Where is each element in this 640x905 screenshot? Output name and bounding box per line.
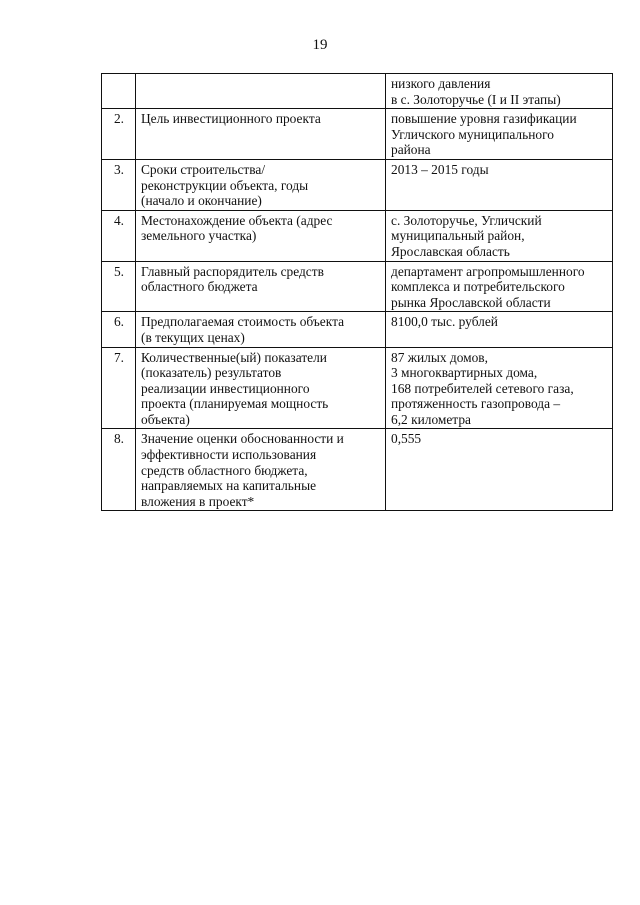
table-row — [102, 312, 613, 347]
row-name — [136, 210, 386, 261]
row-name-line: (показатель) результатов — [141, 365, 282, 381]
row-number: 8. — [102, 429, 136, 511]
row-number: 2. — [102, 109, 136, 160]
row-name-line: Местонахождение объекта (адрес — [141, 212, 333, 228]
table-row — [102, 74, 613, 109]
row-value-line: 0,555 — [391, 431, 422, 447]
row-value — [386, 261, 613, 312]
row-name-line: Главный распорядитель средств — [141, 263, 324, 279]
row-name-line: проекта (планируемая мощность — [141, 396, 329, 412]
row-value — [386, 347, 613, 429]
table-row — [102, 261, 613, 312]
row-value-line: района — [391, 142, 431, 158]
row-value — [386, 210, 613, 261]
row-name — [136, 109, 386, 160]
row-value-line: 8100,0 тыс. рублей — [391, 314, 498, 330]
table-row — [102, 109, 613, 160]
row-name-line: Цель инвестиционного проекта — [141, 111, 321, 127]
page-number: 19 — [312, 37, 328, 53]
row-number: 4. — [102, 210, 136, 261]
row-name-line: Предполагаемая стоимость объекта — [141, 314, 345, 330]
project-passport-table — [101, 73, 613, 511]
row-value — [386, 429, 613, 511]
row-value-line: 6,2 километра — [391, 411, 471, 427]
row-value-line: 87 жилых домов, — [391, 349, 488, 365]
row-value-line: рынка Ярославской области — [391, 294, 551, 310]
row-name-line: Значение оценки обоснованности и — [141, 431, 344, 447]
row-value-line: протяженность газопровода – — [391, 396, 561, 412]
row-number: 3. — [102, 159, 136, 210]
row-number: 5. — [102, 261, 136, 312]
row-name-line: направляемых на капитальные — [141, 478, 317, 494]
row-name-line: вложения в проект* — [141, 493, 255, 509]
row-name-line: (в текущих ценах) — [141, 329, 245, 345]
table-row — [102, 429, 613, 511]
row-name-line: земельного участка) — [141, 228, 257, 244]
row-value — [386, 109, 613, 160]
table-row — [102, 159, 613, 210]
row-name — [136, 429, 386, 511]
row-name-line: эффективности использования — [141, 447, 317, 463]
row-number — [102, 74, 136, 109]
row-value-line: муниципальный район, — [391, 228, 525, 244]
row-value-line: Ярославская область — [391, 243, 510, 259]
table-body — [102, 74, 613, 511]
row-name — [136, 74, 386, 109]
row-value-line: департамент агропромышленного — [391, 263, 585, 279]
row-name — [136, 261, 386, 312]
row-value-line: 168 потребителей сетевого газа, — [391, 380, 574, 396]
row-value-line: низкого давления — [391, 76, 491, 91]
row-name-line: средств областного бюджета, — [141, 462, 308, 478]
row-value-line: комплекса и потребительского — [391, 279, 565, 295]
row-value-line: в с. Золоторучье (I и II этапы) — [391, 91, 561, 107]
row-name-line: Количественные(ый) показатели — [141, 349, 327, 365]
table-row — [102, 347, 613, 429]
row-value-line: Угличского муниципального — [391, 126, 554, 142]
row-name-line: объекта) — [141, 411, 190, 427]
table-row — [102, 210, 613, 261]
row-value-line: с. Золоторучье, Угличский — [391, 212, 542, 228]
row-value — [386, 312, 613, 347]
row-value — [386, 74, 613, 109]
row-name-line: Сроки строительства/ — [141, 161, 266, 177]
row-number: 7. — [102, 347, 136, 429]
row-name-line: (начало и окончание) — [141, 193, 262, 209]
row-name — [136, 312, 386, 347]
row-name — [136, 159, 386, 210]
row-value-line: 3 многоквартирных дома, — [391, 365, 538, 381]
row-value-line: 2013 – 2015 годы — [391, 161, 489, 177]
row-name-line: реализации инвестиционного — [141, 380, 310, 396]
row-name-line: реконструкции объекта, годы — [141, 177, 309, 193]
row-number: 6. — [102, 312, 136, 347]
row-name-line: областного бюджета — [141, 279, 258, 295]
row-value — [386, 159, 613, 210]
row-name — [136, 347, 386, 429]
row-value-line: повышение уровня газификации — [391, 111, 577, 127]
